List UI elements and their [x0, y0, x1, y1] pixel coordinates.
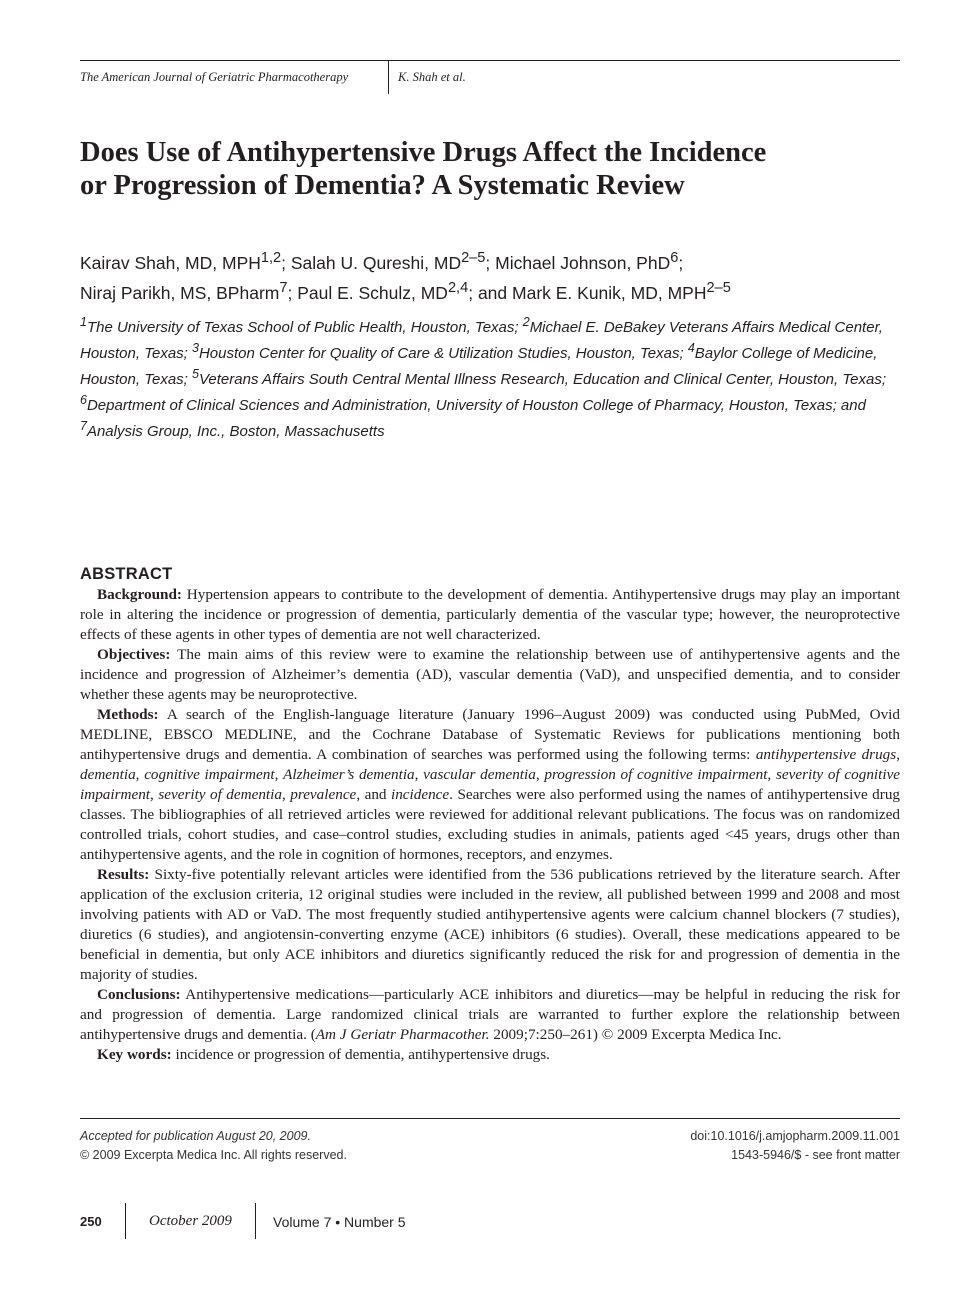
- section-text: Hypertension appears to contribute to the development of dementia. Antihypertensive drugs may play an important role in altering the incidence or progression of dementia, particularly dementia of the vascular type; however, the neuroprotective effects of these agents in other types of dementia are not well characterized.: [80, 586, 900, 643]
- abstract-methods: [80, 705, 900, 865]
- section-label: Objectives:: [97, 646, 171, 663]
- affil-text: Veterans Affairs South Central Mental Illness Research, Education and Clinical Center, Houston, Texas;: [198, 371, 886, 388]
- separator: ,: [535, 766, 545, 783]
- author-affil-sup: 6: [670, 250, 679, 266]
- author-list: [80, 246, 900, 306]
- issue-date: October 2009: [149, 1213, 232, 1229]
- separator: ,: [274, 766, 284, 783]
- abstract-conclusions: [80, 985, 900, 1045]
- journal-name: The American Journal of Geriatric Pharmacotherapy: [80, 70, 349, 84]
- section-label: Background:: [97, 586, 182, 603]
- author-affil-sup: 2–5: [706, 279, 731, 296]
- abstract-keywords: [80, 1045, 900, 1065]
- affil-text: Houston Center for Quality of Care & Utilization Studies, Houston, Texas;: [198, 345, 688, 362]
- affil-sup: 5: [192, 367, 199, 381]
- search-term: Alzheimer’s dementia: [283, 766, 415, 783]
- affil-sup: 4: [687, 341, 695, 355]
- author-qureshi: ; Salah U. Qureshi, MD: [281, 252, 462, 273]
- affil-sup: 3: [192, 341, 199, 355]
- abstract-objectives: [80, 645, 900, 705]
- search-term: incidence: [390, 786, 450, 803]
- separator: ,: [767, 766, 776, 783]
- section-text: Sixty-five potentially relevant articles were identified from the 536 publications retrieved by the literature search. After application of the exclusion criteria, 12 original studies were included in the review, all published between 1999 and 2008 and most involving patients with AD or VaD. The most frequently studied antihypertensive agents were calcium channel blockers (7 studies), diuretics (6 studies), and angiotensin-converting enzyme (ACE) inhibitors (6 studies). Overall, these medications appeared to be beneficial in dementia, but only ACE inhibitors and diuretics significantly reduced the risk for and progression of dementia in the majority of studies.: [80, 866, 900, 983]
- section-text: . Searches were also performed using the names of antihypertensive drug classes. The bibliographies of all retrieved articles were reviewed for additional relevant publications. The focus was on randomized controlled trials, cohort studies, and case–control studies, excluding studies in animals, patients aged <45 years, drugs other than antihypertensive agents, and the role in cognition of hormones, receptors, and enzymes.: [80, 786, 901, 863]
- title-line-2: or Progression of Dementia? A Systematic Review: [80, 170, 685, 201]
- affil-line-3: [80, 364, 900, 390]
- search-term: dementia: [80, 766, 136, 783]
- separator: ,: [896, 746, 900, 763]
- search-term: antihypertensive drugs: [755, 746, 897, 763]
- affil-text: Houston, Texas;: [80, 371, 193, 388]
- author-affil-sup: 2,4: [447, 279, 469, 296]
- affil-line-1: [80, 312, 900, 338]
- section-text: Antihypertensive medications—particularly ACE inhibitors and diuretics—may be helpful in reducing the risk for and progression of dementia. Large randomized clinical trials are warranted to further explore the relationship between antihypertensive drugs and dementia. (: [80, 986, 900, 1043]
- running-author: K. Shah et al.: [398, 70, 466, 84]
- volume-number: Volume 7 • Number 5: [273, 1214, 406, 1230]
- separator: ,: [135, 766, 145, 783]
- affiliations: [80, 312, 900, 442]
- affil-sup: 1: [80, 315, 87, 329]
- author-affil-sup: 2–5: [461, 250, 486, 266]
- affil-text: The University of Texas School of Public Health, Houston, Texas;: [86, 319, 523, 336]
- affil-text: Michael E. DeBakey Veterans Affairs Medical Center,: [529, 319, 883, 336]
- search-term: severity of cognitive impairment: [80, 766, 901, 803]
- author-parikh: Niraj Parikh, MS, BPharm: [80, 282, 280, 303]
- author-line-2: [80, 276, 900, 306]
- affil-text: Houston, Texas;: [80, 345, 193, 362]
- section-text: The main aims of this review were to examine the relationship between use of antihypertensive agents and the incidence and progression of Alzheimer’s dementia (AD), vascular dementia (VaD), and unspecified dementia, and to consider whether these agents may be neuroprotective.: [80, 646, 900, 703]
- affil-text: Baylor College of Medicine,: [694, 345, 878, 362]
- header-rule: [80, 60, 900, 61]
- affil-line-4: [80, 390, 900, 416]
- section-label: Methods:: [97, 706, 159, 723]
- affil-sup: 6: [80, 393, 87, 407]
- search-term: severity of dementia: [158, 786, 282, 803]
- abstract-background: [80, 585, 900, 645]
- section-text: A search of the English-language literature (January 1996–August 2009) was conducted using PubMed, Ovid MEDLINE, EBSCO MEDLINE, and the Cochrane Database of Systematic Reviews for publications mentioning both antihypertensive drugs and dementia. A combination of searches was performed using the following terms:: [80, 706, 900, 763]
- issn: 1543-5946/$ - see front matter: [731, 1148, 900, 1162]
- separator: ,: [150, 786, 159, 803]
- author-separator: ;: [678, 252, 684, 273]
- affil-line-5: [80, 416, 900, 442]
- title-line-1: Does Use of Antihypertensive Drugs Affect the Incidence: [80, 137, 767, 168]
- author-schulz: ; Paul E. Schulz, MD: [287, 282, 448, 303]
- search-term: progression of cognitive impairment: [544, 766, 768, 783]
- article-title: [80, 136, 900, 202]
- affil-sup: 2: [522, 315, 530, 329]
- section-label: Conclusions:: [97, 986, 181, 1003]
- author-kunik: ; and Mark E. Kunik, MD, MPH: [468, 282, 707, 303]
- accepted-date: Accepted for publication August 20, 2009.: [80, 1129, 311, 1143]
- citation: Am J Geriatr Pharmacother.: [315, 1026, 490, 1043]
- author-shah: Kairav Shah, MD, MPH: [80, 252, 261, 273]
- affil-text: Analysis Group, Inc., Boston, Massachusetts: [86, 423, 385, 440]
- separator: , and: [356, 786, 391, 803]
- copyright-notice: © 2009 Excerpta Medica Inc. All rights reserved.: [80, 1148, 347, 1162]
- affil-line-2: [80, 338, 900, 364]
- separator: ,: [414, 766, 424, 783]
- author-line-1: [80, 246, 900, 276]
- search-term: prevalence: [290, 786, 357, 803]
- separator: ,: [281, 786, 291, 803]
- affil-text: Department of Clinical Sciences and Administration, University of Houston College of Pharmacy, Houston, Texas; and: [86, 397, 866, 414]
- author-affil-sup: 1,2: [260, 250, 282, 266]
- author-affil-sup: 7: [279, 279, 288, 296]
- section-label: Key words:: [97, 1046, 172, 1063]
- abstract-heading: ABSTRACT: [80, 565, 173, 583]
- page-number: 250: [80, 1214, 102, 1229]
- section-text: 2009;7:250–261) © 2009 Excerpta Medica Inc.: [489, 1026, 782, 1043]
- search-term: cognitive impairment: [144, 766, 275, 783]
- section-label: Results:: [97, 866, 150, 883]
- doi: doi:10.1016/j.amjopharm.2009.11.001: [690, 1129, 900, 1143]
- footer-divider: [125, 1203, 126, 1239]
- abstract-results: [80, 865, 900, 985]
- abstract-body: [80, 585, 900, 1065]
- affil-sup: 7: [80, 419, 87, 433]
- footer-rule: [80, 1118, 900, 1119]
- author-johnson: ; Michael Johnson, PhD: [485, 252, 671, 273]
- search-term: vascular dementia: [423, 766, 536, 783]
- section-text: incidence or progression of dementia, antihypertensive drugs.: [171, 1046, 550, 1063]
- footer-divider: [255, 1203, 256, 1239]
- header-divider: [388, 60, 389, 94]
